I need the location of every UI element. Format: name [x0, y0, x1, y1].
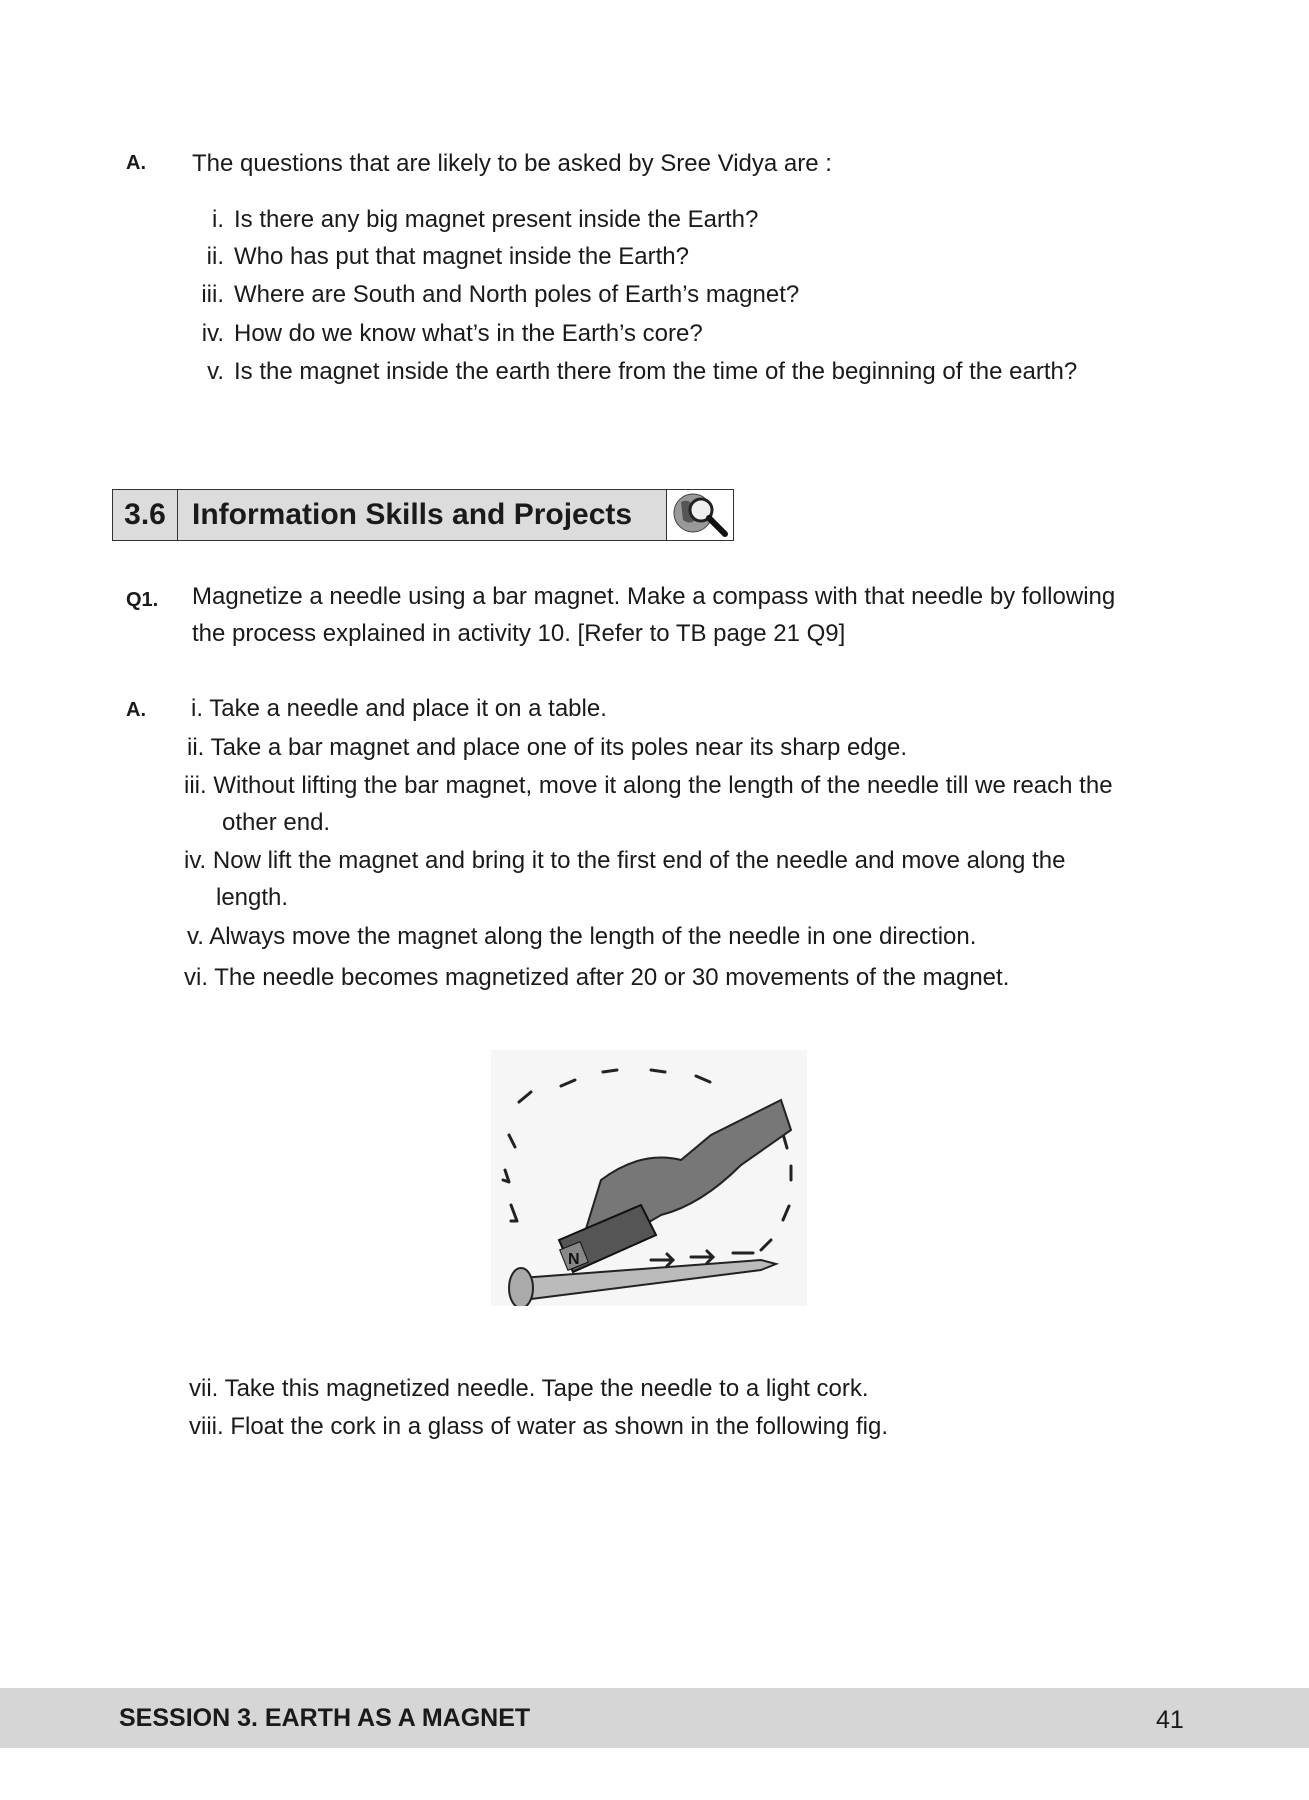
list-item: How do we know what’s in the Earth’s core?	[234, 320, 703, 347]
list-item: Is the magnet inside the earth there from the time of the beginning of the earth?	[234, 358, 1078, 385]
answer-label: A.	[126, 152, 146, 174]
list-number: i.	[212, 206, 224, 233]
step: other end.	[222, 809, 331, 836]
magnetizing-needle-illustration	[491, 1050, 807, 1306]
list-number: iv.	[201, 320, 224, 347]
step: ii. Take a bar magnet and place one of its poles near its sharp edge.	[187, 734, 908, 761]
step: v. Always move the magnet along the length of the needle in one direction.	[187, 923, 977, 950]
answer-intro: The questions that are likely to be asked by Sree Vidya are :	[192, 150, 832, 177]
session-title: SESSION 3. EARTH AS A MAGNET	[119, 1704, 531, 1732]
step: vii. Take this magnetized needle. Tape the needle to a light cork.	[189, 1375, 869, 1402]
section-header	[112, 489, 734, 541]
list-item: Where are South and North poles of Earth’s magnet?	[234, 281, 800, 308]
step: viii. Float the cork in a glass of water as shown in the following fig.	[189, 1413, 888, 1440]
answer-label: A.	[126, 699, 146, 721]
section-number: 3.6	[113, 490, 178, 540]
question-text: Magnetize a needle using a bar magnet. Make a compass with that needle by following	[192, 583, 1116, 610]
step: vi. The needle becomes magnetized after 20 or 30 movements of the magnet.	[184, 964, 1010, 991]
list-number: ii.	[206, 243, 224, 270]
step: length.	[216, 884, 289, 911]
list-item: Who has put that magnet inside the Earth?	[234, 243, 689, 270]
globe-magnifier-icon	[666, 490, 733, 540]
step: iv. Now lift the magnet and bring it to the first end of the needle and move along the	[184, 847, 1066, 874]
list-number: v.	[207, 358, 224, 385]
magnet-pole-label: N	[568, 1251, 580, 1268]
question-label: Q1.	[126, 589, 159, 611]
question-text: the process explained in activity 10. [Refer to TB page 21 Q9]	[192, 620, 846, 647]
page-number: 41	[1156, 1706, 1184, 1734]
list-item: Is there any big magnet present inside the Earth?	[234, 206, 759, 233]
list-number: iii.	[201, 281, 224, 308]
step: iii. Without lifting the bar magnet, move it along the length of the needle till we reach the	[184, 772, 1113, 799]
page-footer	[0, 1688, 1309, 1748]
section-title: Information Skills and Projects	[192, 498, 633, 531]
step: i. Take a needle and place it on a table.	[191, 695, 607, 722]
